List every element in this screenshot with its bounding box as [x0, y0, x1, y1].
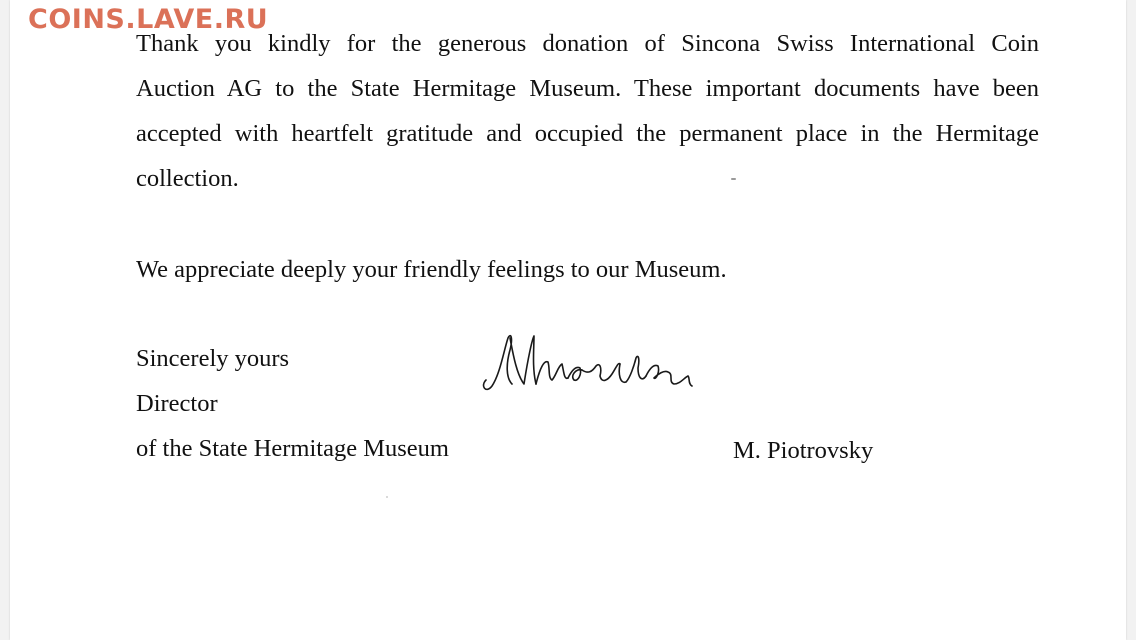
paragraph-1-line-4: collection.	[136, 165, 239, 192]
body-paragraph-1	[136, 30, 1039, 210]
paragraph-1-line-3: accepted with heartfelt gratitude and occupied the permanent place in the Hermitage	[136, 120, 1039, 147]
paper-speck	[731, 178, 736, 180]
paragraph-1-line-2: Auction AG to the State Hermitage Museum. These important documents have been	[136, 75, 1039, 102]
paper-speck	[386, 496, 388, 498]
site-watermark: COINS.LAVE.RU	[28, 4, 269, 35]
paragraph-1-line-1: Thank you kindly for the generous donation of Sincona Swiss International Coin	[136, 30, 1039, 57]
signatory-name: M. Piotrovsky	[733, 437, 874, 464]
handwritten-signature	[478, 328, 708, 398]
body-paragraph-2: We appreciate deeply your friendly feelings to our Museum.	[136, 256, 727, 283]
closing-salutation: Sincerely yours	[136, 345, 290, 372]
signatory-title: Director	[136, 390, 218, 417]
signatory-organization: of the State Hermitage Museum	[136, 435, 449, 462]
